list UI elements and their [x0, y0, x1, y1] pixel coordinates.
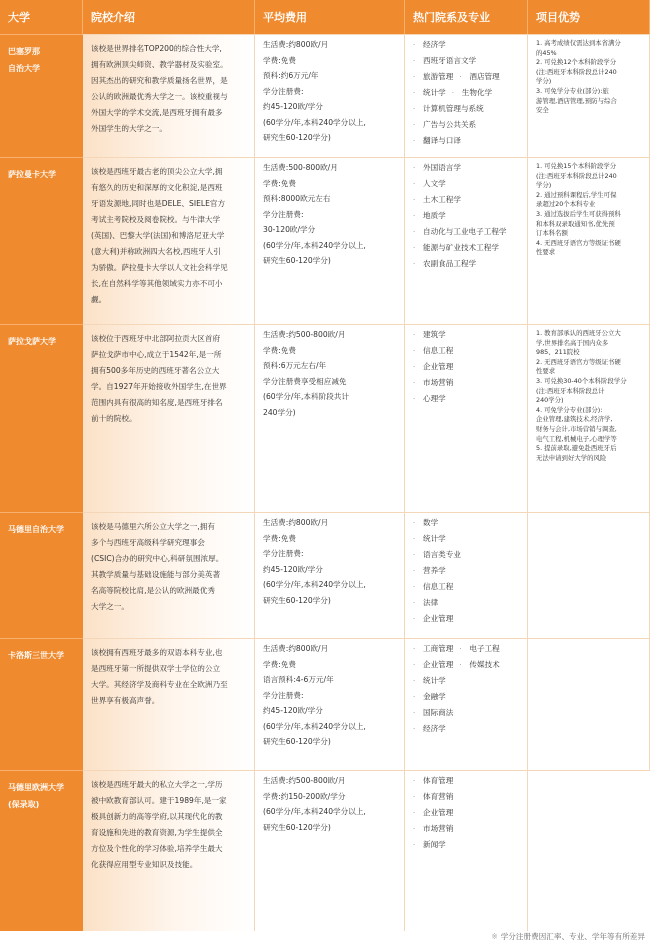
fee-line: 研究生60-120学分)	[263, 133, 331, 142]
bullet-icon: ·	[413, 89, 416, 97]
program-item	[413, 224, 521, 240]
program-item	[413, 160, 521, 176]
program-item	[413, 595, 521, 611]
advantage-line: 3. 通过选拔后学生可获得预科	[536, 209, 621, 218]
advantage-line: 性要求	[536, 367, 556, 376]
program-label: 西班牙语言文学	[423, 56, 477, 65]
bullet-icon: ·	[413, 244, 416, 252]
departments-cell	[405, 770, 528, 931]
university-name: (保录取)	[8, 800, 40, 809]
bullet-icon: ·	[413, 260, 416, 268]
program-item	[413, 176, 521, 192]
fee-line: 研究生60-120学分)	[263, 737, 331, 746]
program-label: 国际商法	[423, 708, 454, 717]
advantage-line: 1. 可兑换15个本科阶段学分	[536, 162, 617, 170]
advantage-line: 1. 教育部承认的西班牙公立大	[536, 329, 621, 337]
program-label: 建筑学	[423, 330, 446, 339]
program-label: 酒店管理	[469, 72, 500, 81]
intro-line: 长,在自然科学等其他领域实力亦不可小	[91, 279, 223, 288]
fee-line: 生活费:约800欧/月	[263, 518, 329, 527]
advantage-line: (注:西班牙本科阶段总计240	[536, 67, 617, 76]
footnote	[0, 931, 645, 942]
departments-cell	[405, 638, 528, 770]
university-name: 萨拉戈萨大学	[8, 337, 56, 346]
program-item-pair	[413, 85, 521, 101]
university-name-cell	[0, 638, 83, 770]
university-name: 巴塞罗那	[8, 47, 40, 56]
bullet-icon: ·	[413, 809, 416, 817]
bullet-icon: ·	[413, 519, 416, 527]
fee-line: 学费:约150-200欧/学分	[263, 791, 346, 801]
advantage-line: 电气工程,机械电子,心理学等	[536, 434, 617, 443]
program-item	[413, 343, 521, 359]
advantage-line: 4. 可免学分专业(部分):	[536, 405, 603, 414]
program-label: 能源与矿业技术工程学	[423, 243, 499, 252]
university-intro-cell	[83, 770, 255, 931]
fee-line: 语言预科:4-6万元/年	[263, 675, 334, 684]
departments-cell	[405, 34, 528, 157]
program-item	[413, 547, 521, 563]
fee-line: (60学分/年,本科240学分以上,	[263, 580, 366, 589]
program-item	[413, 789, 521, 805]
footnote-text: 学分注册费因汇率、专业、学年等有所差异	[500, 932, 645, 941]
intro-line: 为骄傲。萨拉曼卡大学以人文社会科学见	[91, 263, 228, 272]
bullet-icon: ·	[413, 57, 416, 65]
advantage-line: 性要求	[536, 248, 556, 257]
program-label: 统计学	[423, 534, 446, 543]
fee-line: 学分注册费:	[263, 690, 304, 700]
advantage-line: (注:西班牙本科阶段总计	[536, 386, 605, 395]
program-item	[413, 773, 521, 789]
program-label: 外国语言学	[423, 163, 461, 172]
fee-line: 学费:免费	[263, 533, 296, 543]
bullet-icon: ·	[413, 725, 416, 733]
university-name-cell	[0, 34, 83, 157]
university-intro-cell	[83, 324, 255, 512]
fees-cell	[255, 638, 405, 770]
fee-line: 预科:6万元左右/年	[263, 361, 327, 370]
intro-line: 方位及个性化的学习体验,培养学生最大	[91, 844, 223, 853]
bullet-icon: ·	[413, 379, 416, 387]
fees-cell	[255, 157, 405, 324]
advantage-line: 240学分)	[536, 396, 564, 405]
header-school: 大学	[0, 0, 83, 34]
bullet-icon: ·	[413, 567, 416, 575]
departments-cell	[405, 512, 528, 638]
program-item	[413, 721, 521, 737]
program-label: 语言类专业	[423, 550, 461, 559]
bullet-icon: ·	[413, 363, 416, 371]
advantages-cell	[528, 324, 650, 512]
fee-line: 30-120欧/学分	[263, 225, 316, 234]
program-list	[413, 773, 521, 853]
advantage-line: 安全	[536, 106, 549, 115]
program-item	[413, 391, 521, 407]
fee-line: 生活费:500-800欧/月	[263, 163, 338, 172]
bullet-icon: ·	[413, 599, 416, 607]
program-item-pair	[413, 641, 521, 657]
intro-line: 该校是西班牙最古老的顶尖公立大学,拥	[91, 167, 223, 176]
program-item	[413, 579, 521, 595]
program-label: 企业管理	[423, 660, 454, 669]
program-label: 自动化与工业电子工程学	[423, 227, 507, 236]
program-label: 经济学	[423, 40, 446, 49]
header-advantages: 项目优势	[528, 0, 650, 34]
intro-line: 名高等院校比肩,是公认的欧洲最优秀	[91, 586, 215, 595]
advantages-cell	[528, 157, 650, 324]
program-item	[413, 359, 521, 375]
program-item	[452, 85, 492, 101]
program-label: 广告与公共关系	[423, 120, 477, 129]
advantages-cell	[528, 638, 650, 770]
advantages-cell	[528, 512, 650, 638]
program-item	[459, 69, 499, 85]
fee-line: 240学分)	[263, 407, 296, 417]
intro-line: 被中欧教育部认可。建于1989年,是一家	[91, 796, 227, 805]
bullet-icon: ·	[413, 73, 416, 81]
advantage-line: 订本科名额	[536, 229, 568, 238]
intro-line: 萨拉戈萨市中心,成立于1542年,是一所	[91, 350, 222, 359]
program-label: 信息工程	[423, 346, 454, 355]
fee-line: 生活费:约500-800欧/月	[263, 776, 346, 785]
fee-line: 学费:免费	[263, 345, 296, 355]
program-label: 人文学	[423, 179, 446, 188]
departments-cell	[405, 324, 528, 512]
intro-line: 学。自1927年开始接收外国学生,在世界	[91, 382, 227, 391]
fee-line: 约45-120欧/学分	[263, 102, 323, 111]
program-label: 法律	[423, 598, 439, 607]
advantage-line: 985、211院校	[536, 348, 580, 357]
program-label: 地质学	[423, 211, 446, 220]
advantage-line: 5. 提前录取,避免赴西班牙后	[536, 444, 617, 453]
university-name: 萨拉曼卡大学	[8, 170, 56, 179]
program-label: 生物化学	[461, 88, 493, 97]
program-item-pair	[413, 69, 521, 85]
program-label: 数学	[423, 518, 439, 527]
program-item	[413, 611, 521, 627]
program-item	[413, 53, 521, 69]
bullet-icon: ·	[413, 551, 416, 559]
bullet-icon: ·	[459, 73, 462, 81]
intro-line: 因其杰出的研究和教学质量扬名世界，是	[91, 76, 228, 85]
bullet-icon: ·	[451, 89, 455, 97]
footnote-mark: ※	[491, 932, 498, 941]
program-item	[413, 101, 521, 117]
intro-line: 觑。	[91, 295, 107, 304]
program-item	[459, 641, 499, 657]
program-item	[413, 192, 521, 208]
advantage-line: 游管理,酒店管理,预防与综合	[536, 96, 617, 105]
intro-line: 范围内具有很高的知名度,是西班牙排名	[91, 398, 223, 407]
program-label: 工商管理	[423, 644, 454, 653]
fee-line: 研究生60-120学分)	[263, 256, 331, 265]
program-item	[413, 689, 521, 705]
program-item-pair	[413, 657, 521, 673]
university-intro-cell	[83, 512, 255, 638]
intro-line: 多个与西班牙高级科学研究理事会	[91, 538, 205, 547]
advantage-line: (注:西班牙本科阶段总计240	[536, 171, 617, 180]
bullet-icon: ·	[413, 228, 416, 236]
program-list	[413, 37, 521, 149]
bullet-icon: ·	[459, 645, 462, 653]
program-label: 旅游管理	[423, 72, 454, 81]
header-departments: 热门院系及专业	[405, 0, 528, 34]
bullet-icon: ·	[413, 825, 416, 833]
program-item	[413, 117, 521, 133]
fee-line: (60学分/年,本科240学分以上,	[263, 117, 366, 127]
intro-line: 考试主考院校及阅卷院校。与牛津大学	[91, 215, 221, 224]
advantage-line: 和本科双录取通知书,优先预	[536, 219, 615, 228]
fee-line: 预科:8000欧元左右	[263, 194, 331, 203]
intro-line: 外国大学的学术交流,是西班牙拥有最多	[91, 108, 223, 117]
fees-cell	[255, 324, 405, 512]
fee-line: (60学分/年,本科阶段共计	[263, 392, 349, 401]
program-item	[459, 657, 499, 673]
program-item	[413, 37, 521, 53]
program-item	[413, 256, 521, 272]
program-label: 企业管理	[423, 808, 454, 817]
bullet-icon: ·	[413, 105, 416, 113]
fees-cell	[255, 770, 405, 931]
fee-line: 学分注册费:	[263, 86, 304, 96]
advantage-line: 2. 无西班牙语官方等级证书硬	[536, 357, 621, 366]
intro-line: 化获得应用型专业知识及技能。	[91, 860, 198, 869]
program-item	[413, 805, 521, 821]
bullet-icon: ·	[413, 583, 416, 591]
fee-line: 学分注册费:	[263, 209, 304, 219]
program-label: 经济学	[423, 724, 446, 733]
header-fees: 平均费用	[255, 0, 405, 34]
program-label: 电子工程	[469, 644, 500, 653]
university-name: 马德里自治大学	[8, 525, 64, 534]
program-label: 翻译与口译	[423, 136, 461, 145]
advantages-cell	[528, 770, 650, 931]
intro-line: 拥有欧洲顶尖师资、教学器材及实验室。	[91, 60, 228, 69]
bullet-icon: ·	[413, 164, 416, 172]
intro-line: 该校是世界排名TOP200的综合性大学,	[91, 44, 222, 53]
program-label: 信息工程	[423, 582, 454, 591]
bullet-icon: ·	[413, 137, 416, 145]
program-label: 新闻学	[423, 840, 446, 849]
advantage-line: 企业管理,建筑技术,经济学,	[536, 415, 613, 424]
fee-line: 学分注册费:	[263, 549, 304, 558]
bullet-icon: ·	[413, 41, 416, 49]
program-item	[413, 69, 453, 85]
bullet-icon: ·	[413, 395, 416, 403]
university-name: 马德里欧洲大学	[8, 783, 64, 792]
fee-line: (60学分/年,本科240学分以上,	[263, 721, 366, 731]
intro-line: 大学。其经济学及商科专业在全欧洲乃至	[91, 680, 228, 689]
program-item	[413, 515, 521, 531]
program-item	[413, 821, 521, 837]
bullet-icon: ·	[413, 645, 416, 653]
program-label: 市场营销	[423, 378, 454, 387]
intro-line: 有悠久的历史和深厚的文化积淀,是西班	[91, 183, 223, 192]
program-label: 计算机管理与系统	[423, 104, 484, 113]
bullet-icon: ·	[413, 347, 416, 355]
fee-line: 学费:免费	[263, 659, 296, 669]
program-item	[413, 531, 521, 547]
advantage-line: 财务与会计,市场营销与调查,	[536, 424, 617, 433]
advantage-line: 3. 可免学分专业(部分):旅	[536, 86, 609, 95]
program-label: 体育管理	[423, 776, 454, 785]
advantage-line: 的45%	[536, 48, 557, 57]
fee-line: 生活费:约800欧/月	[263, 644, 329, 653]
program-label: 心理学	[423, 394, 446, 403]
intro-line: 该校是马德里六所公立大学之一,拥有	[91, 522, 215, 531]
advantage-line: 学,世界排名高于国内众多	[536, 338, 609, 347]
university-name-cell	[0, 157, 83, 324]
bullet-icon: ·	[413, 677, 416, 685]
intro-line: (CSIC)合办的研究中心,科研氛围浓厚。	[91, 554, 224, 563]
intro-line: 拥有500多年历史的西班牙著名公立大	[91, 366, 220, 375]
program-label: 市场营销	[423, 824, 454, 833]
program-list	[413, 160, 521, 272]
bullet-icon: ·	[413, 535, 416, 543]
program-item	[413, 837, 521, 853]
intro-line: 极具创新力的高等学府,以其现代化的教	[91, 812, 223, 821]
advantage-line: 2. 可兑换12个本科阶段学分	[536, 58, 617, 67]
program-list	[413, 641, 521, 737]
fees-cell	[255, 34, 405, 157]
advantage-line: 4. 无西班牙语官方等级证书硬	[536, 238, 621, 247]
bullet-icon: ·	[413, 196, 416, 204]
fee-line: 学费:免费	[263, 178, 296, 188]
program-list	[413, 327, 521, 407]
fee-line: 生活费:约500-800欧/月	[263, 330, 346, 339]
advantage-line: 3. 可兑换30-40个本科阶段学分	[536, 376, 627, 385]
program-label: 统计学	[423, 88, 446, 97]
advantage-line: 2. 通过预科课程后,学生可保	[536, 190, 617, 199]
bullet-icon: ·	[459, 661, 462, 669]
intro-line: 前十的院校。	[91, 414, 137, 423]
intro-line: 该校拥有西班牙最多的双语本科专业,也	[91, 648, 223, 657]
bullet-icon: ·	[413, 180, 416, 188]
fee-line: 学分注册费享受相应减免	[263, 376, 347, 386]
advantage-line: 1. 高考成绩仅需达到本省满分	[536, 39, 621, 47]
intro-line: 世界享有极高声誉。	[91, 696, 160, 705]
advantage-line: 学分)	[536, 181, 552, 190]
university-name-cell	[0, 324, 83, 512]
program-label: 传媒技术	[469, 660, 500, 669]
fee-line: 研究生60-120学分)	[263, 595, 331, 605]
program-label: 农副食品工程学	[423, 259, 477, 268]
fee-line: 学费:免费	[263, 55, 296, 65]
intro-line: 外国学生的大学之一。	[91, 124, 167, 133]
bullet-icon: ·	[413, 661, 416, 669]
program-item	[413, 240, 521, 256]
advantage-line: 无法申请到好大学的风险	[536, 453, 607, 462]
header-intro: 院校介绍	[83, 0, 255, 34]
advantage-line: 录超过20个本科专业	[536, 200, 596, 209]
program-label: 企业管理	[423, 614, 454, 623]
program-item	[413, 641, 453, 657]
university-name-cell	[0, 512, 83, 638]
program-label: 土木工程学	[423, 195, 461, 204]
bullet-icon: ·	[413, 121, 416, 129]
program-item	[413, 133, 521, 149]
fee-line: 约45-120欧/学分	[263, 706, 323, 715]
program-label: 统计学	[423, 676, 446, 685]
program-label: 营养学	[423, 566, 446, 575]
program-item	[413, 705, 521, 721]
university-intro-cell	[83, 157, 255, 324]
bullet-icon: ·	[413, 615, 416, 623]
program-label: 体育营销	[423, 792, 454, 801]
university-name: 自治大学	[8, 64, 40, 73]
program-label: 企业管理	[423, 362, 454, 371]
fee-line: 预科:约6万元/年	[263, 71, 319, 80]
program-item	[413, 85, 446, 101]
fee-line: (60学分/年,本科240学分以上,	[263, 807, 366, 816]
bullet-icon: ·	[413, 693, 416, 701]
advantages-cell	[528, 34, 650, 157]
program-item	[413, 208, 521, 224]
intro-line: 牙语发源地,同时也是DELE、SIELE官方	[91, 199, 226, 208]
bullet-icon: ·	[413, 841, 416, 849]
fee-line: (60学分/年,本科240学分以上,	[263, 240, 366, 250]
bullet-icon: ·	[413, 709, 416, 717]
program-item	[413, 673, 521, 689]
intro-line: 该校是西班牙最大的私立大学之一,学历	[91, 780, 223, 789]
fees-cell	[255, 512, 405, 638]
departments-cell	[405, 157, 528, 324]
intro-line: 是西班牙第一所提供双学士学位的公立	[91, 664, 221, 673]
program-item	[413, 657, 453, 673]
intro-line: 其教学质量与基础设施能与部分美英著	[91, 570, 221, 579]
fee-line: 生活费:约800欧/月	[263, 40, 329, 49]
intro-line: 该校位于西班牙中北部阿拉贡大区首府	[91, 334, 221, 343]
fee-line: 研究生60-120学分)	[263, 822, 331, 832]
bullet-icon: ·	[413, 212, 416, 220]
program-item	[413, 375, 521, 391]
intro-line: 育设施和先进的教育资源,为学生提供全	[91, 828, 223, 837]
university-name: 卡洛斯三世大学	[8, 651, 64, 660]
advantage-line: 学分)	[536, 77, 552, 86]
intro-line: (英国)、巴黎大学(法国)和博洛尼亚大学	[91, 231, 225, 240]
bullet-icon: ·	[413, 777, 416, 785]
fee-line: 约45-120欧/学分	[263, 564, 323, 574]
bullet-icon: ·	[413, 331, 416, 339]
program-item	[413, 563, 521, 579]
university-intro-cell	[83, 638, 255, 770]
intro-line: 大学之一。	[91, 602, 129, 611]
university-name-cell	[0, 770, 83, 931]
program-list	[413, 515, 521, 627]
bullet-icon: ·	[413, 793, 416, 801]
program-label: 金融学	[423, 692, 446, 701]
university-intro-cell	[83, 34, 255, 157]
program-item	[413, 327, 521, 343]
intro-line: (意大利)并称欧洲四大名校,西班牙人引	[91, 247, 221, 256]
intro-line: 公认的欧洲最优秀大学之一。该校重视与	[91, 92, 228, 101]
